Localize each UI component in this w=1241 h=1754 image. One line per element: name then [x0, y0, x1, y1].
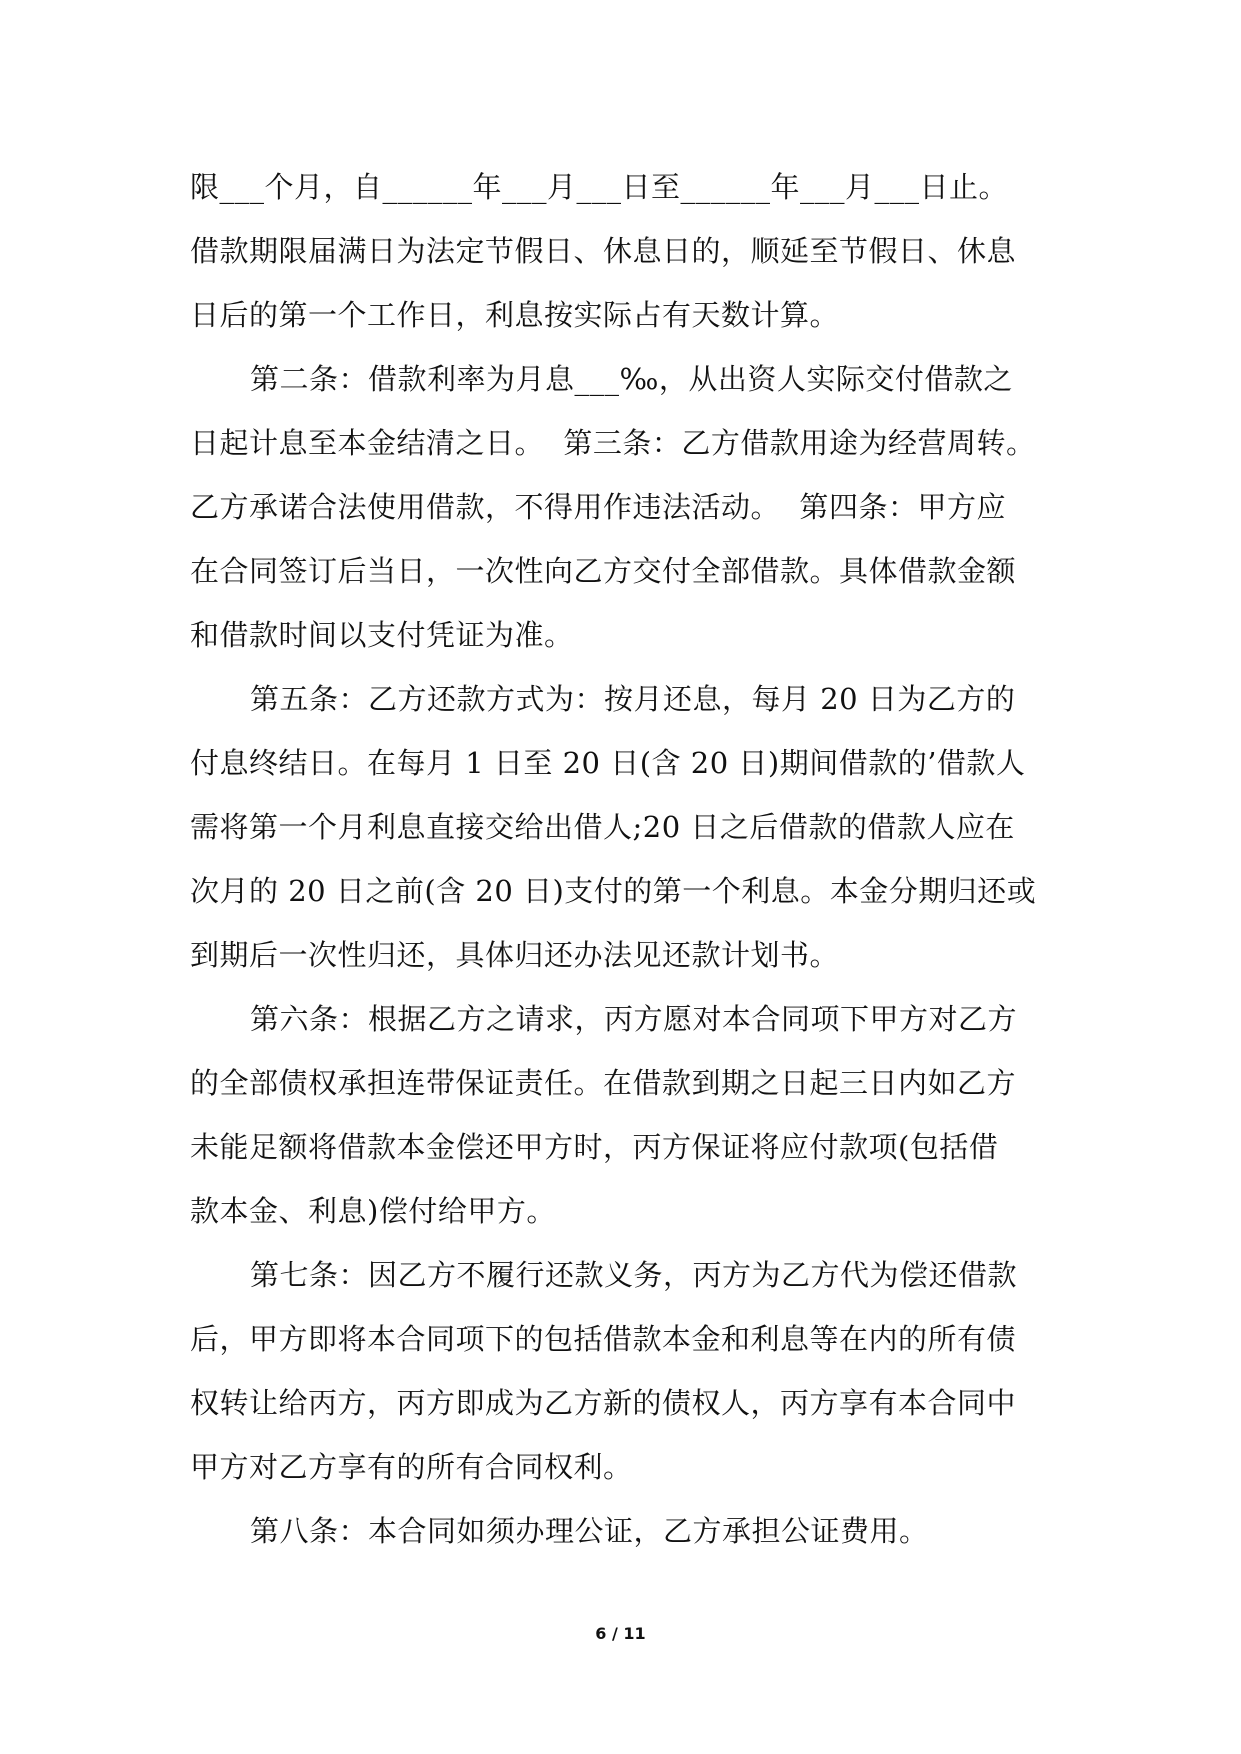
page-number: 6 / 11	[595, 1624, 646, 1643]
text-line: 日后的第一个工作日，利息按实际占有天数计算。	[190, 298, 840, 332]
text-line: 在合同签订后当日，一次性向乙方交付全部借款。具体借款金额	[190, 554, 1017, 588]
text-line: 甲方对乙方享有的所有合同权利。	[190, 1450, 633, 1484]
document-body	[190, 155, 1058, 1563]
article-5-line: 第五条：乙方还款方式为：按月还息，每月 20 日为乙方的	[250, 682, 1016, 716]
text-line: 借款期限届满日为法定节假日、休息日的，顺延至节假日、休息	[190, 234, 1017, 268]
text-line: 未能足额将借款本金偿还甲方时，丙方保证将应付款项(包括借	[190, 1130, 999, 1164]
article-6-line: 第六条：根据乙方之请求，丙方愿对本合同项下甲方对乙方	[250, 1002, 1018, 1036]
article-7-line: 第七条：因乙方不履行还款义务，丙方为乙方代为偿还借款	[250, 1258, 1018, 1292]
article-2-line: 第二条：借款利率为月息___‰，从出资人实际交付借款之	[250, 362, 1013, 396]
text-line: 和借款时间以支付凭证为准。	[190, 618, 574, 652]
text-line: 到期后一次性归还，具体归还办法见还款计划书。	[190, 938, 840, 972]
article-8-line: 第八条：本合同如须办理公证，乙方承担公证费用。	[250, 1514, 929, 1548]
text-line: 的全部债权承担连带保证责任。在借款到期之日起三日内如乙方	[190, 1066, 1017, 1100]
text-line: 付息终结日。在每月 1 日至 20 日(含 20 日)期间借款的’借款人	[190, 746, 1026, 780]
text-line: 款本金、利息)偿付给甲方。	[190, 1194, 556, 1228]
text-line: 乙方承诺合法使用借款，不得用作违法活动。 第四条：甲方应	[190, 490, 1006, 524]
text-line: 需将第一个月利息直接交给出借人;20 日之后借款的借款人应在	[190, 810, 1015, 844]
text-line: 权转让给丙方，丙方即成为乙方新的债权人，丙方享有本合同中	[190, 1386, 1017, 1420]
text-line: 限___个月，自______年___月___日至______年___月___日止。	[190, 170, 1009, 204]
text-line: 后，甲方即将本合同项下的包括借款本金和利息等在内的所有债	[190, 1322, 1017, 1356]
text-line: 次月的 20 日之前(含 20 日)支付的第一个利息。本金分期归还或	[190, 874, 1037, 908]
text-line: 日起计息至本金结清之日。 第三条：乙方借款用途为经营周转。	[190, 426, 1036, 460]
